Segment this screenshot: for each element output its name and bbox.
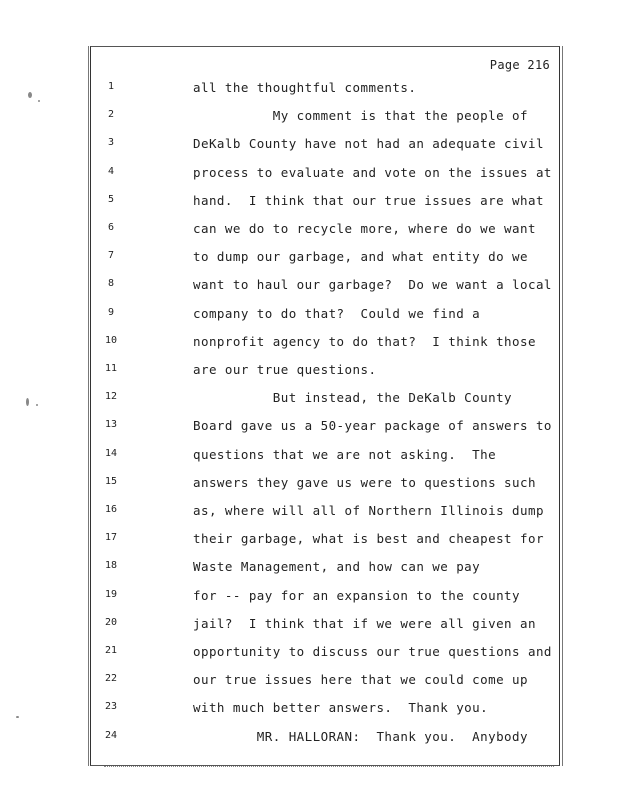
transcript-line: all the thoughtful comments. (193, 80, 417, 95)
transcript-line: are our true questions. (193, 362, 377, 377)
line-number: 17 (104, 532, 118, 544)
scan-speck (26, 398, 29, 406)
line-number: 5 (107, 193, 115, 205)
transcript-line: for -- pay for an expansion to the county (193, 587, 521, 603)
line-number: 15 (104, 475, 118, 487)
transcript-line: company to do that? Could we find a (193, 305, 481, 321)
line-number: 4 (107, 165, 115, 177)
page-number: Page 216 (489, 58, 550, 72)
transcript-line: hand. I think that our true issues are what (193, 192, 544, 208)
transcript-line: MR. HALLORAN: Thank you. Anybody (193, 728, 528, 744)
line-number: 8 (107, 278, 115, 290)
line-number: 1 (107, 81, 115, 92)
scan-speck (16, 716, 19, 718)
line-number: 20 (104, 616, 118, 628)
transcript-line: their garbage, what is best and cheapest for (193, 531, 544, 547)
page-border-right (562, 46, 563, 766)
line-number: 16 (104, 504, 118, 515)
line-number: 22 (104, 673, 118, 685)
transcript-line: But instead, the DeKalb County (193, 390, 513, 406)
transcript-line: to dump our garbage, and what entity do we (193, 249, 528, 265)
transcript-line: our true issues here that we could come up (193, 672, 528, 688)
transcript-line: nonprofit agency to do that? I think those (193, 333, 536, 349)
transcript-line: Board gave us a 50-year package of answers to (193, 418, 552, 434)
line-number: 7 (107, 250, 115, 262)
transcript-line: process to evaluate and vote on the issues at (193, 164, 552, 180)
transcript-line: can we do to recycle more, where do we want (193, 221, 536, 236)
line-number: 2 (107, 109, 115, 121)
transcript-line: DeKalb County have not had an adequate civil (193, 136, 544, 152)
transcript-line: as, where will all of Northern Illinois dump (193, 503, 544, 518)
line-number: 18 (104, 560, 118, 572)
scan-footer-noise (104, 766, 554, 768)
line-number: 12 (104, 391, 118, 403)
line-number: 23 (104, 701, 118, 713)
line-number: 10 (104, 334, 118, 346)
line-number: 24 (104, 729, 118, 741)
line-number: 13 (104, 419, 118, 431)
scan-speck (28, 92, 32, 98)
scan-speck (36, 404, 38, 406)
transcript-line: questions that we are not asking. The (193, 446, 497, 462)
page-border-left (88, 46, 89, 766)
transcript-line: Waste Management, and how can we pay (193, 559, 481, 575)
transcript-line: opportunity to discuss our true questions and (193, 644, 552, 659)
line-number: 11 (104, 363, 118, 374)
scan-speck (38, 100, 40, 102)
transcript-line: jail? I think that if we were all given an (193, 615, 536, 631)
line-number: 19 (104, 588, 118, 600)
line-number: 21 (104, 645, 118, 656)
line-number: 3 (107, 137, 115, 149)
line-number: 6 (107, 222, 115, 233)
line-number: 14 (104, 447, 118, 459)
transcript-line: My comment is that the people of (193, 108, 528, 124)
transcript-line: with much better answers. Thank you. (193, 700, 489, 716)
transcript-line: want to haul our garbage? Do we want a local (193, 277, 552, 293)
line-number: 9 (107, 306, 115, 318)
transcript-line: answers they gave us were to questions such (193, 474, 536, 490)
